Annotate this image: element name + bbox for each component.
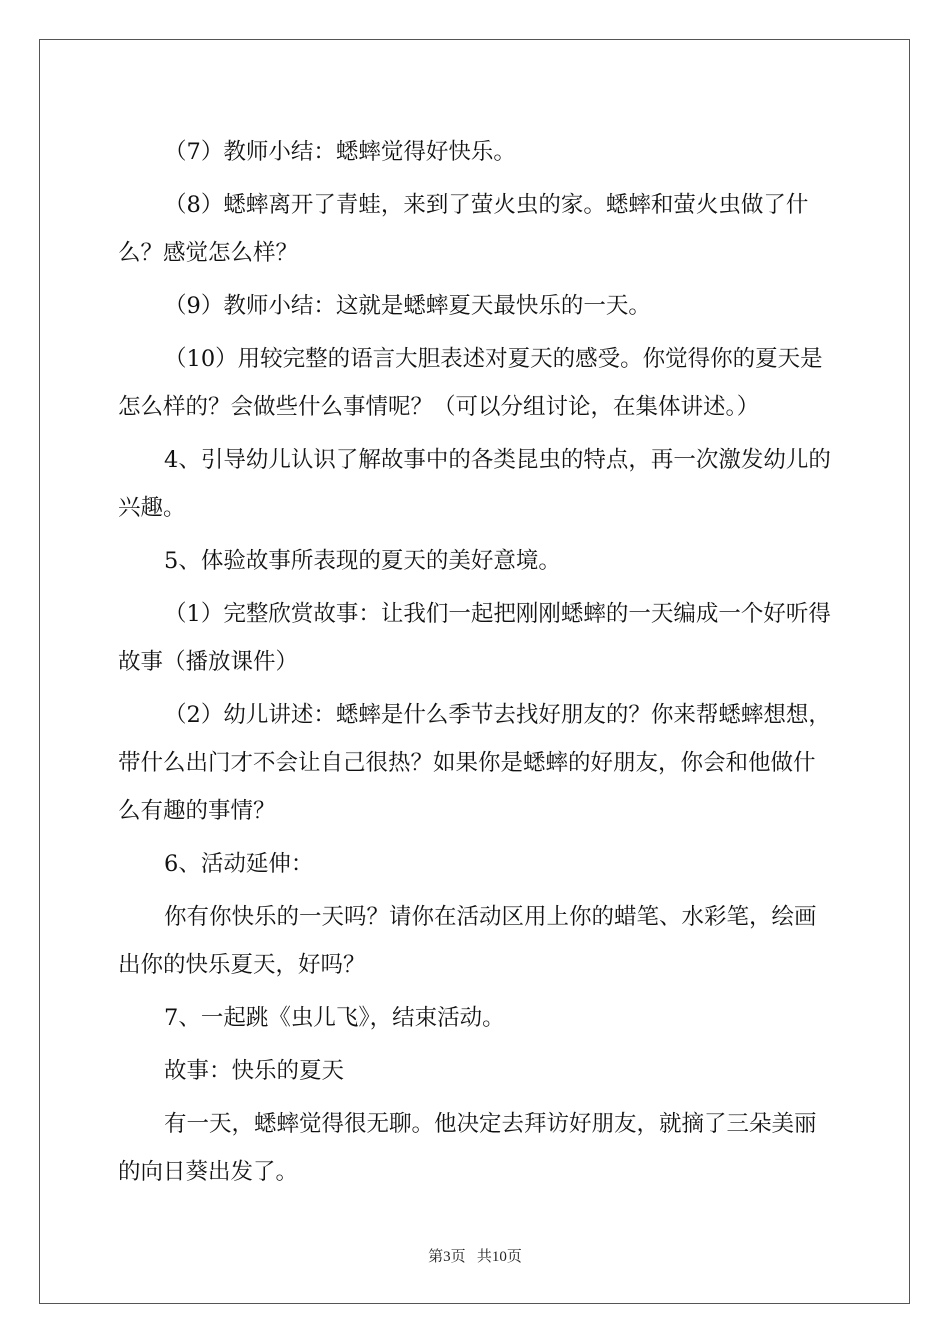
document-body <box>118 128 832 1196</box>
page-total: 共10页 <box>476 1249 522 1265</box>
paragraph: 7、一起跳《虫儿飞》，结束活动。 <box>164 1005 505 1031</box>
paragraph: 6、活动延伸： <box>164 851 314 877</box>
paragraph: （2）幼儿讲述：蟋蟀是什么季节去找好朋友的？你来帮蟋蟀想想，带什么出门才不会让自己很热？如果你是蟋蟀的好朋友，你会和他做什么有趣的事情？ <box>118 702 831 824</box>
paragraph: （1）完整欣赏故事：让我们一起把刚刚蟋蟀的一天编成一个好听得故事（播放课件） <box>118 601 831 675</box>
paragraph: 5、体验故事所表现的夏天的美好意境。 <box>164 548 561 574</box>
paragraph: （8）蟋蟀离开了青蛙，来到了萤火虫的家。蟋蟀和萤火虫做了什么？感觉怎么样？ <box>118 192 809 266</box>
paragraph: 有一天，蟋蟀觉得很无聊。他决定去拜访好朋友，就摘了三朵美丽的向日葵出发了。 <box>118 1111 817 1185</box>
page-number: 第3页 <box>428 1249 466 1265</box>
paragraph: 4、引导幼儿认识了解故事中的各类昆虫的特点，再一次激发幼儿的兴趣。 <box>118 447 831 521</box>
paragraph: （10）用较完整的语言大胆表述对夏天的感受。你觉得你的夏天是怎么样的？会做些什么事情呢？（可以分组讨论，在集体讲述。） <box>118 346 823 420</box>
paragraph: （7）教师小结：蟋蟀觉得好快乐。 <box>164 139 516 165</box>
paragraph: 故事：快乐的夏天 <box>164 1058 345 1084</box>
paragraph: （9）教师小结：这就是蟋蟀夏天最快乐的一天。 <box>164 293 651 319</box>
paragraph: 你有你快乐的一天吗？请你在活动区用上你的蜡笔、水彩笔，绘画出你的快乐夏天，好吗？ <box>118 904 817 978</box>
page-footer <box>0 1245 950 1266</box>
